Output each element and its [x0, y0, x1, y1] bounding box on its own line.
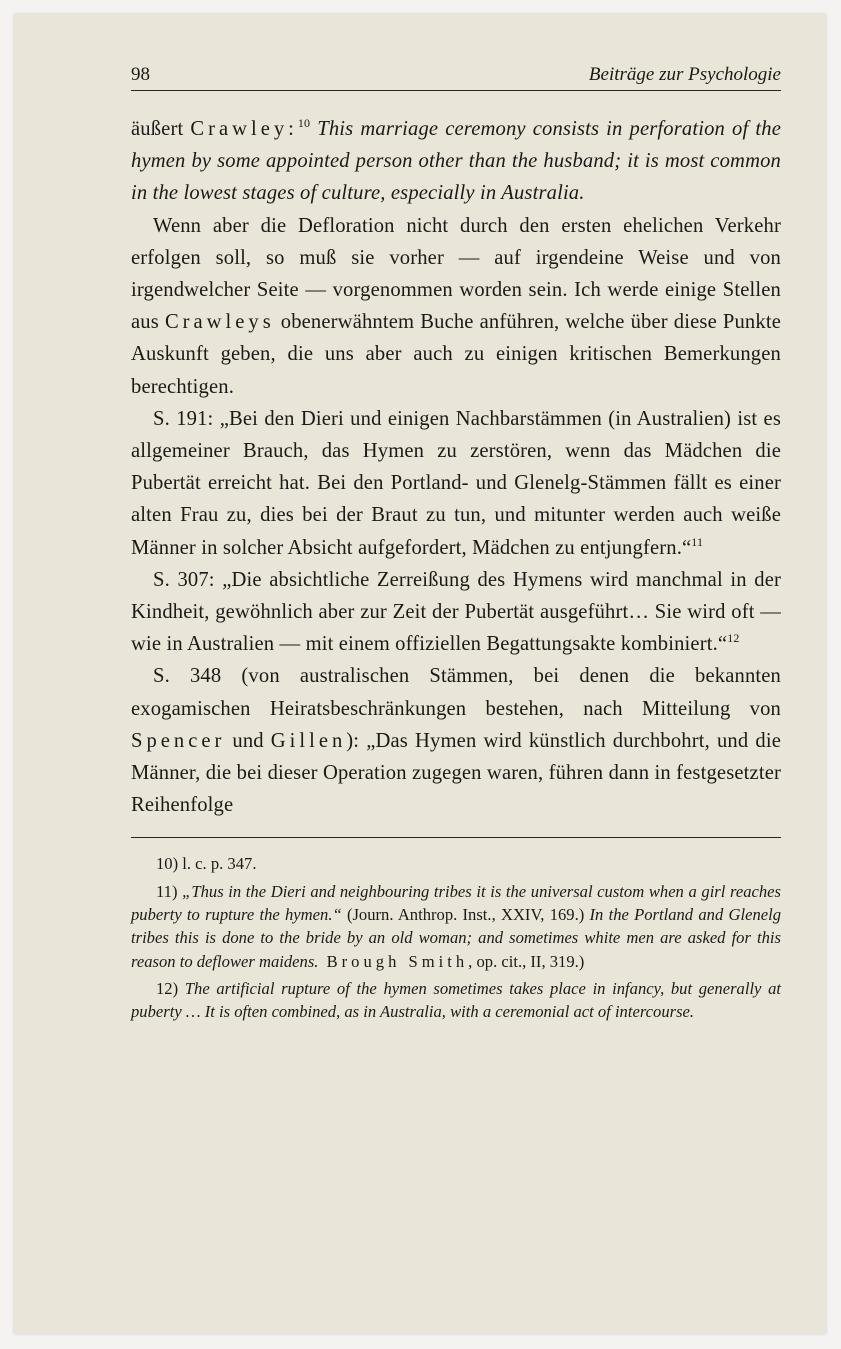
footnote-10: 10) l. c. p. 347. — [156, 854, 257, 874]
english-quote: This marriage ceremony consists in perforation of the hymen by some appointed person other than the husband; it is most common in the lowest stages of culture, especially in Australia. — [131, 118, 781, 205]
footnote-ref: 11 — [691, 534, 704, 549]
body-text — [131, 113, 781, 821]
page-content — [131, 60, 781, 1028]
paragraph-4: S. 307: „Die absichtliche Zerreißung des Hymens wird manchmal in der Kindheit, gewöhnlich aber zur Zeit der Pubertät ausgeführt… Sie wird oft — wie in Australien — mit einem offiziellen Begattungsakte kombiniert.“$^{12}$ — [131, 568, 781, 656]
footnote-rule — [131, 837, 781, 838]
footnote-ref: 10 — [297, 116, 311, 131]
footnote-11: 11) „Thus in the Dieri and neighbouring tribes it is the universal custom when a girl reaches puberty to rupture the hymen.“ (Journ. Anthrop. Inst., XXIV, 169.) In the Portland and Glenelg tribes this is done to the bride by an old woman; and sometimes white men are asked for this reason to deflower maidens. Brough Smith, op. cit., II, 319.) — [131, 881, 782, 971]
running-title: Beiträge zur Psychologie — [588, 64, 781, 85]
book-page — [14, 14, 826, 1334]
footnote-12: 12) The artificial rupture of the hymen sometimes takes place in infancy, but generally at puberty … It is often combined, as in Australia, with a ceremonial act of intercourse. — [131, 978, 781, 1022]
author-name: Gillen — [270, 729, 347, 752]
paragraph-5: S. 348 (von australischen Stämmen, bei denen die bekannten exogamischen Heiratsbeschränkungen bestehen, nach Mitteilung von Spencer und Gillen): „Das Hymen wird künstlich durchbohrt, und die Männer, die bei dieser Operation zugegen waren, führen dann in festgesetzter Reihenfolge — [131, 665, 781, 817]
author-name: Crawley: — [190, 118, 298, 140]
paragraph-3: S. 191: „Bei den Dieri und einigen Nachbarstämmen (in Australien) ist es allgemeiner Brauch, das Hymen zu zerstören, wenn das Mädchen die Pubertät erreicht hat. Bei den Portland- und Glenelg-Stämmen fällt es einer alten Frau zu, dies bei der Braut zu tun, und mitunter werden auch weiße Männer in solcher Absicht aufgefordert, Mädchen zu entjungfern.“$^{11}$ — [131, 407, 781, 559]
author-name: Crawleys — [164, 311, 275, 334]
page-header — [131, 60, 781, 90]
paragraph-1: äußert Crawley:$^{10}$ This marriage ceremony consists in perforation of the hymen by some appointed person other than the husband; it is most common in the lowest stages of culture, especially in Australia. — [131, 116, 781, 205]
footnotes — [131, 852, 781, 1023]
footnote-ref: 12 — [727, 631, 740, 646]
author-name: Brough Smith — [318, 951, 469, 971]
page-number: 98 — [131, 64, 150, 85]
header-rule — [131, 90, 781, 91]
paragraph-2: Wenn aber die Defloration nicht durch den ersten ehelichen Verkehr erfolgen soll, so muß sie vorher — auf irgendeine Weise und von irgendwelcher Seite — vorgenommen worden sein. Ich werde einige Stellen aus Crawleys obenerwähntem Buche anführen, welche über diese Punkte Auskunft geben, die uns aber auch zu einigen kritischen Bemerkungen berechtigen. — [131, 214, 781, 398]
author-name: Spencer — [131, 729, 226, 752]
